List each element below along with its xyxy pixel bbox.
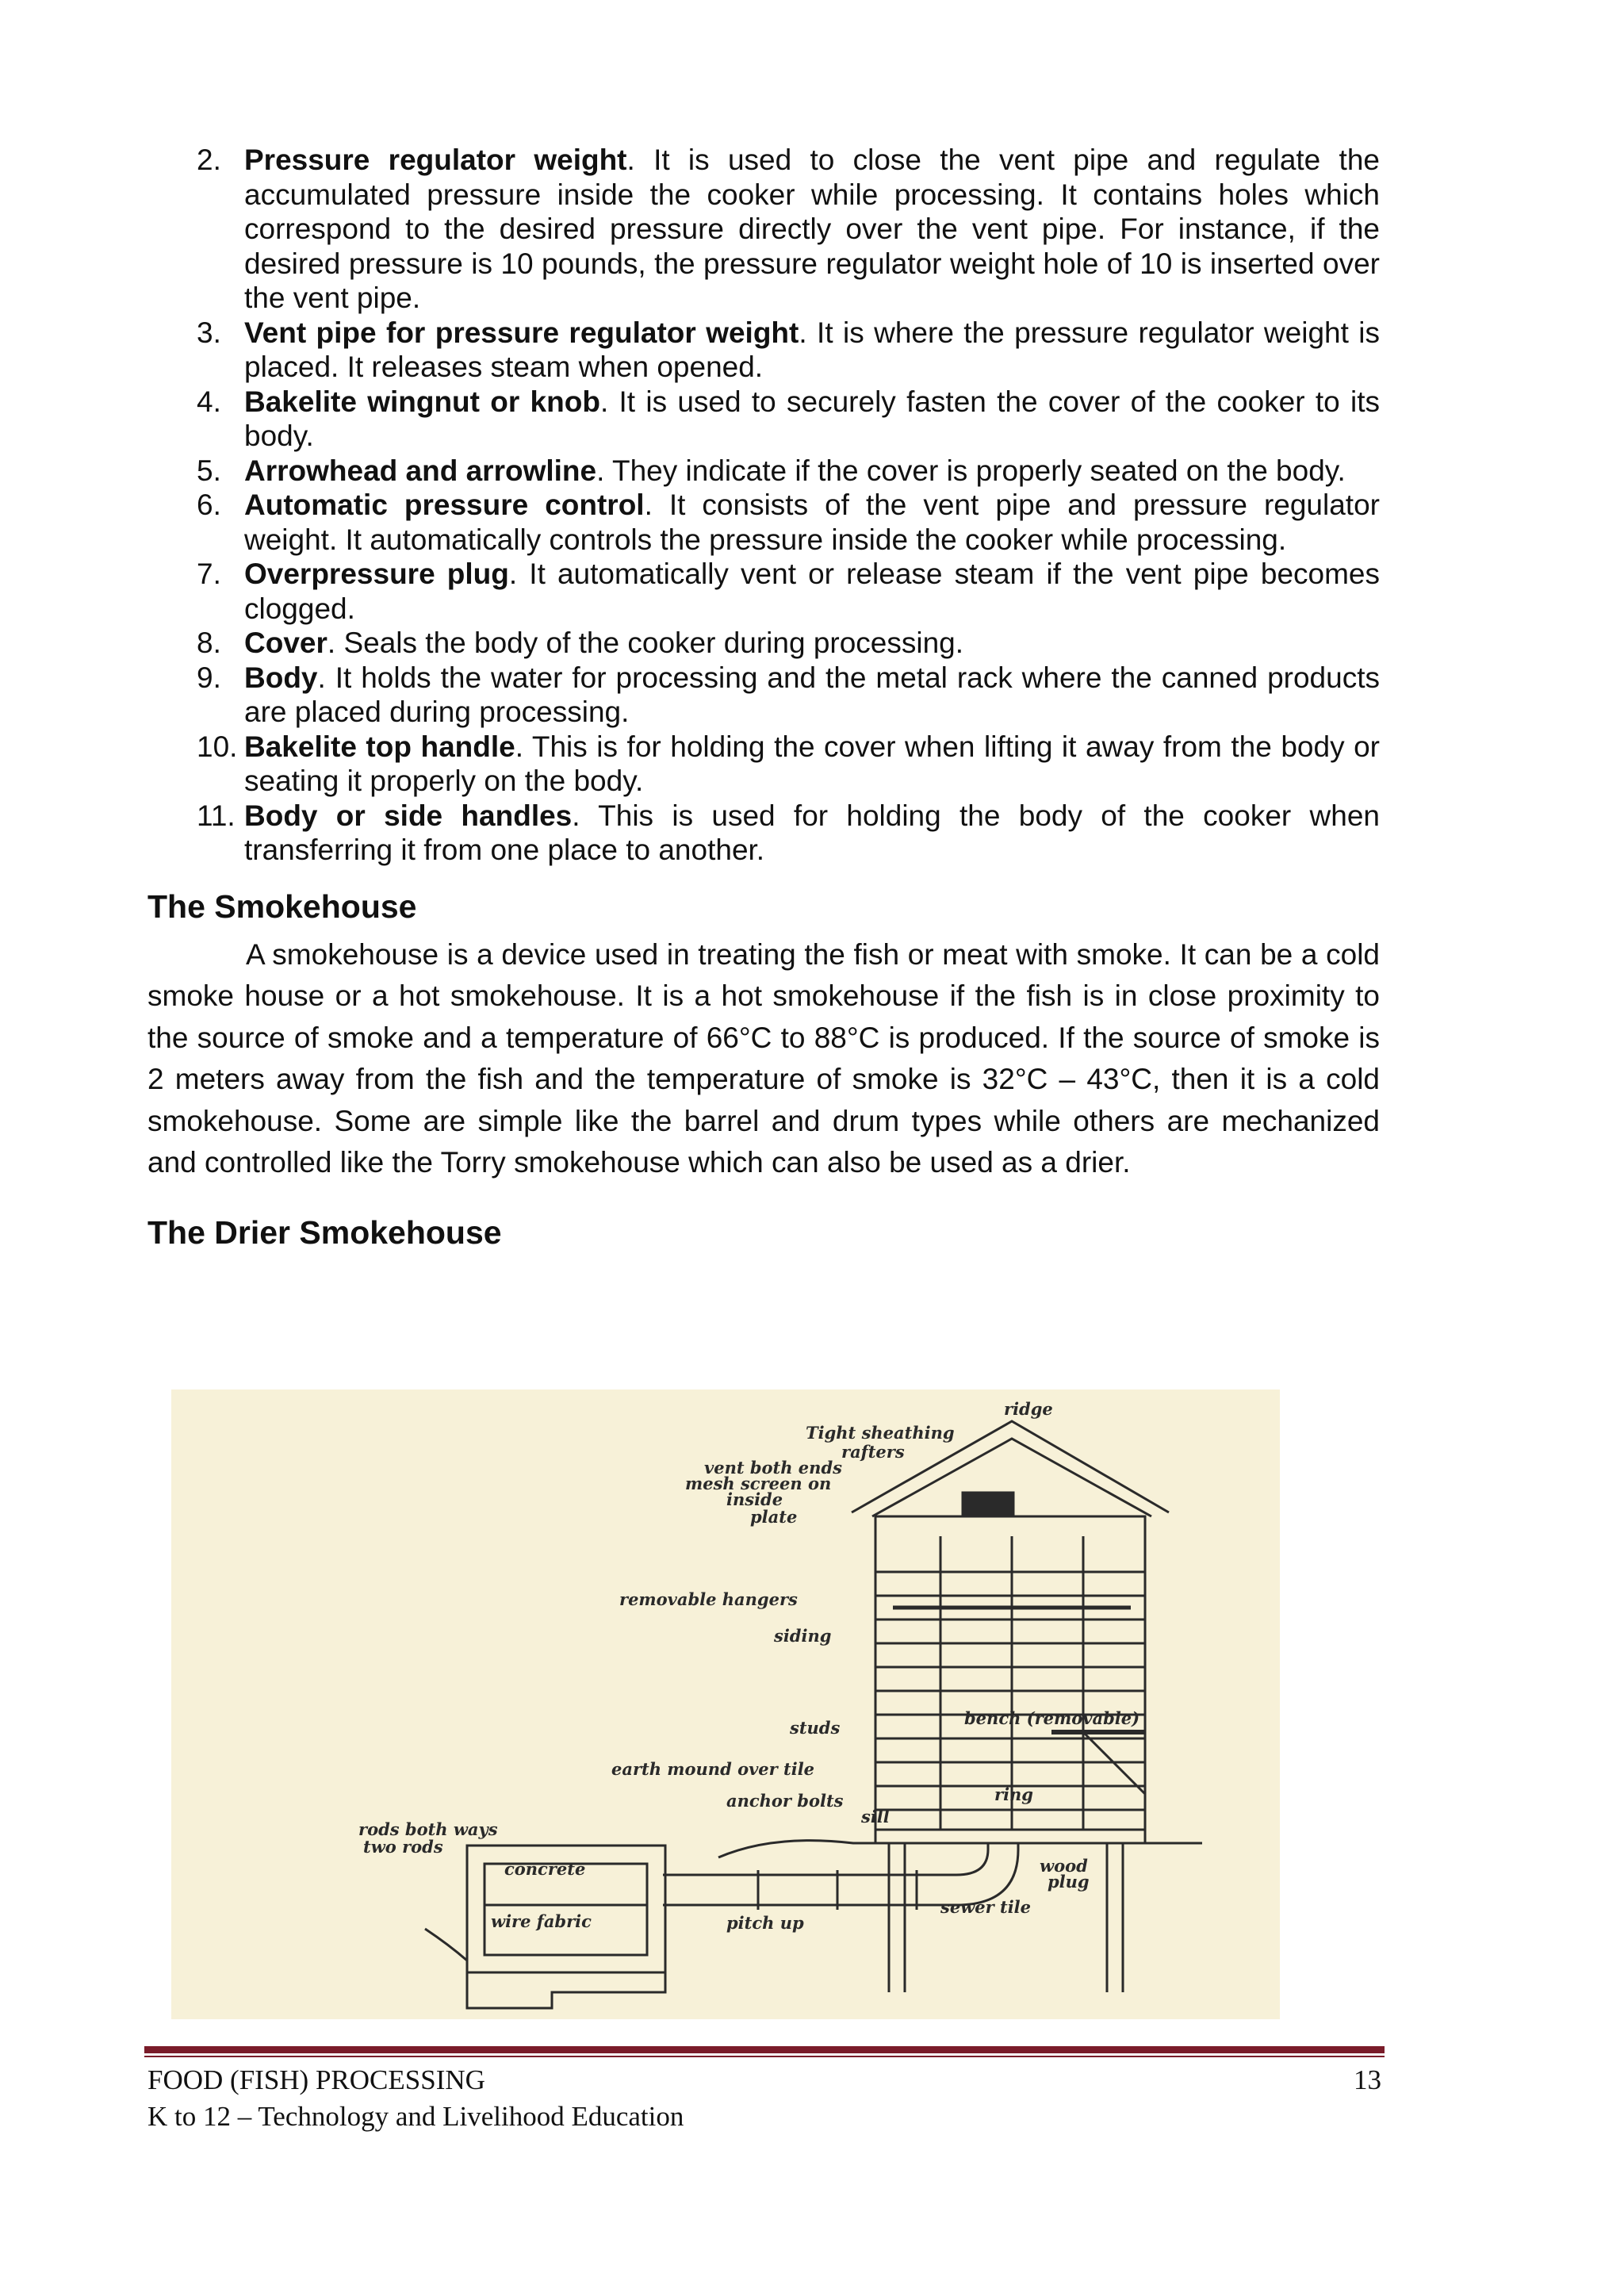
footer-rule xyxy=(144,2046,1385,2053)
list-item-body xyxy=(244,626,1380,661)
list-item-body xyxy=(244,385,1380,454)
label-studs: studs xyxy=(790,1718,841,1738)
list-item-number: 11. xyxy=(197,799,236,832)
list-item-term: Bakelite top handle xyxy=(244,730,515,763)
list-item-term: Body or side handles xyxy=(244,799,573,832)
list-item-number: 10. xyxy=(197,730,238,763)
list-item-text: . It holds the water for processing and the metal rack where the canned products are placed during processing. xyxy=(244,661,1380,728)
list-item-body xyxy=(244,730,1380,799)
label-sewer: sewer tile xyxy=(940,1897,1032,1917)
list-item-text: . They indicate if the cover is properly seated on the body. xyxy=(596,454,1346,487)
list-item-number: 4. xyxy=(197,385,221,418)
label-bench: bench (removable) xyxy=(964,1708,1140,1728)
label-plug: plug xyxy=(1048,1872,1090,1892)
label-pitch: pitch up xyxy=(726,1913,804,1933)
list-item xyxy=(147,557,1380,626)
list-item-text: . It is used to close the vent pipe and regulate the accumulated pressure inside the cooker while processing. It contains holes which correspond to the desired pressure directly over the vent pipe. For instance, if the desired pressure is 10 pounds, the pressure regulator weight hole of 10 is inserted over the vent pipe. xyxy=(244,144,1380,314)
smokehouse-heading: The Smokehouse xyxy=(147,887,417,925)
label-rafters: rafters xyxy=(841,1442,905,1462)
drier-smokehouse-figure xyxy=(171,1389,1280,2019)
label-mesh: mesh screen on xyxy=(685,1474,832,1493)
list-item-text: . It automatically vent or release steam if the vent pipe becomes clogged. xyxy=(244,558,1381,625)
label-wood: wood xyxy=(1040,1856,1088,1876)
drier-heading: The Drier Smokehouse xyxy=(147,1213,502,1251)
list-item-body xyxy=(244,143,1380,316)
list-item-number: 3. xyxy=(197,316,221,349)
label-ring: ring xyxy=(994,1784,1033,1804)
label-rods: rods both ways xyxy=(358,1819,498,1839)
label-inside: inside xyxy=(726,1489,783,1509)
list-item-term: Vent pipe for pressure regulator weight xyxy=(244,316,799,349)
list-item-text: . It is used to securely fasten the cover of the cooker to its body. xyxy=(244,385,1380,452)
list-item-term: Cover xyxy=(244,627,327,659)
label-concrete: concrete xyxy=(504,1859,586,1879)
list-item-text: . This is used for holding the body of the cooker when transferring it from one place to another. xyxy=(244,799,1380,866)
list-item-body xyxy=(244,454,1380,489)
list-item xyxy=(147,799,1380,868)
page-number: 13 xyxy=(1354,2064,1381,2095)
page-content xyxy=(147,143,1380,1252)
list-item-number: 9. xyxy=(197,661,221,694)
label-anchor: anchor bolts xyxy=(726,1791,844,1811)
list-item-body xyxy=(244,661,1380,730)
label-earth: earth mound over tile xyxy=(611,1759,815,1779)
list-item xyxy=(147,454,1380,489)
list-item xyxy=(147,730,1380,799)
label-tight-sheathing: Tight sheathing xyxy=(806,1423,955,1443)
list-item-text: . Seals the body of the cooker during processing. xyxy=(327,627,964,659)
list-item-number: 6. xyxy=(197,489,221,521)
list-item-term: Arrowhead and arrowline xyxy=(244,454,597,487)
list-item-body xyxy=(244,488,1380,557)
label-hangers: removable hangers xyxy=(619,1589,798,1609)
label-siding: siding xyxy=(774,1626,832,1646)
numbered-list xyxy=(147,143,1380,868)
label-sill: sill xyxy=(861,1807,890,1826)
list-item-body xyxy=(244,557,1380,626)
list-item-number: 7. xyxy=(197,558,221,590)
label-two-rods: two rods xyxy=(363,1837,443,1857)
list-item xyxy=(147,661,1380,730)
list-item-term: Bakelite wingnut or knob xyxy=(244,385,600,418)
list-item-term: Pressure regulator weight xyxy=(244,144,627,176)
list-item xyxy=(147,143,1380,316)
list-item xyxy=(147,316,1380,385)
label-plate: plate xyxy=(750,1507,798,1527)
smokehouse-paragraph: A smokehouse is a device used in treating the fish or meat with smoke. It can be a cold smoke house or a hot smokehouse. It is a hot smokehouse if the fish is in close proximity to the source of smoke and a temperature of 66°C to 88°C is produced. If the source of smoke is 2 meters away from the fish and the temperature of smoke is 32°C – 43°C, then it is a cold smokehouse. Some are simple like the barrel and drum types while others are mechanized and controlled like the Torry smokehouse which can also be used as a drier. xyxy=(147,937,1380,1179)
label-ridge: ridge xyxy=(1004,1399,1053,1419)
list-item xyxy=(147,488,1380,557)
footer-title: FOOD (FISH) PROCESSING xyxy=(147,2064,485,2095)
footer-subtitle: K to 12 – Technology and Livelihood Education xyxy=(147,2101,684,2132)
label-vent: vent both ends xyxy=(704,1458,842,1478)
list-item-term: Automatic pressure control xyxy=(244,489,645,521)
list-item-text: . It consists of the vent pipe and pressure regulator weight. It automatically controls the pressure inside the cooker while processing. xyxy=(244,489,1380,556)
list-item-text: . It is where the pressure regulator weight is placed. It releases steam when opened. xyxy=(244,316,1380,383)
list-item-term: Body xyxy=(244,661,318,694)
list-item-number: 5. xyxy=(197,454,221,487)
page-footer xyxy=(147,2062,1381,2135)
list-item-term: Overpressure plug xyxy=(244,558,509,590)
list-item-number: 2. xyxy=(197,144,221,176)
list-item xyxy=(147,385,1380,454)
list-item-text: . This is for holding the cover when lifting it away from the body or seating it properly on the body. xyxy=(244,730,1381,797)
list-item-number: 8. xyxy=(197,627,221,659)
label-wire: wire fabric xyxy=(491,1911,592,1931)
list-item xyxy=(147,626,1380,661)
smokehouse-diagram xyxy=(171,1389,1280,2019)
list-item-body xyxy=(244,799,1380,868)
footer-rule-thin xyxy=(144,2056,1385,2057)
list-item-body xyxy=(244,316,1380,385)
